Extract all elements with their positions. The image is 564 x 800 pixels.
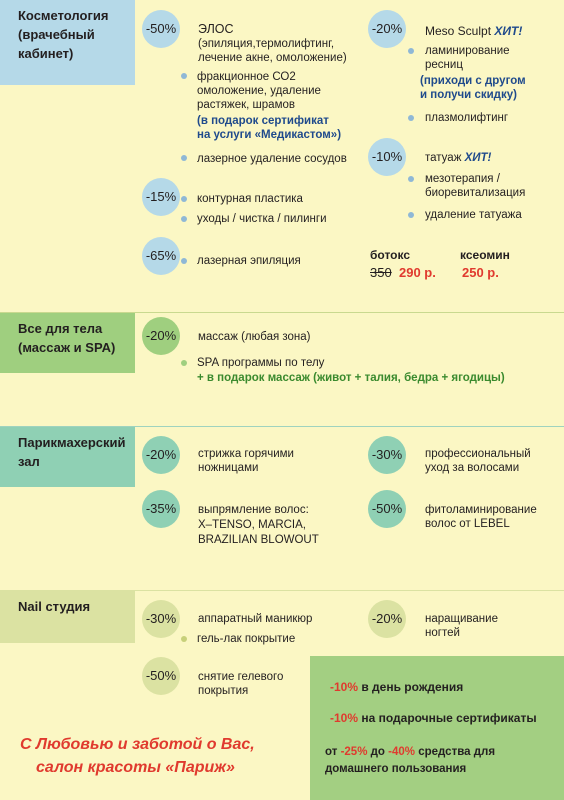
discount-badge: -20% [368,600,406,638]
service-lash: ламинирование [425,45,510,57]
service-detail: биоревитализация [425,187,526,199]
service-detail: покрытия [198,685,249,697]
discount-badge: -20% [142,317,180,355]
section-hair-title: Парикмахерский зал [0,427,135,487]
service-tattoo-remove: удаление татуажа [425,209,522,221]
bullet-icon [181,196,187,202]
promo-box [310,656,564,800]
friend-note: и получи скидку) [420,89,517,101]
service-detail: ресниц [425,59,463,71]
service-detail: омоложение, удаление [197,85,321,97]
discount-badge: -50% [368,490,406,528]
promo-home-care: от -25% до -40% средства для [325,746,496,758]
service-straight: выпрямление волос: [198,504,309,516]
bullet-icon [181,258,187,264]
service-cut: стрижка горячими [198,448,294,460]
service-care: уходы / чистка / пилинги [197,213,327,225]
discount-badge: -65% [142,237,180,275]
service-spa: SPA программы по телу [197,357,325,369]
discount-badge: -10% [368,138,406,176]
service-hair-care: профессиональный [425,448,531,460]
service-detail: ногтей [425,627,460,639]
discount-badge: -35% [142,490,180,528]
service-co2: фракционное СО2 [197,71,296,83]
service-detail: лечение акне, омоложение) [198,52,347,64]
promo-home-care: домашнего пользования [325,763,467,775]
discount-badge: -30% [368,436,406,474]
signature: салон красоты «Париж» [36,759,235,776]
section-nail-title: Nail студия [0,591,135,643]
botox-new-price: 290 р. [399,265,436,280]
discount-badge: -50% [142,10,180,48]
gift-note: на услуги «Медикастом») [197,129,342,141]
promo-certificates: -10% на подарочные сертификаты [330,711,537,725]
spa-gift: + в подарок массаж (живот + талия, бедра + ягодицы) [197,372,505,384]
discount-badge: -20% [142,436,180,474]
friend-note: (приходи с другом [420,75,526,87]
bullet-icon [408,212,414,218]
service-detail: волос от LEBEL [425,518,510,530]
discount-badge: -20% [368,10,406,48]
bullet-icon [181,216,187,222]
service-contour: контурная пластика [197,193,303,205]
discount-badge: -50% [142,657,180,695]
botox-old-price: 350 [370,265,392,280]
service-manicure: аппаратный маникюр [198,613,313,625]
service-nail-ext: наращивание [425,613,498,625]
service-gel-remove: снятие гелевого [198,671,284,683]
service-detail: ножницами [198,462,259,474]
service-detail: растяжек, шрамов [197,99,295,111]
service-meso-sculpt: Meso Sculpt ХИТ! [425,24,523,38]
service-elos: ЭЛОС [198,22,234,36]
service-gel: гель-лак покрытие [197,633,296,645]
bullet-icon [181,73,187,79]
service-detail: (эпиляция,термолифтинг, [198,38,335,50]
bullet-icon [181,360,187,366]
service-laser-epil: лазерная эпиляция [197,255,301,267]
service-tattoo: татуаж ХИТ! [425,152,492,164]
signature: С Любовью и заботой о Вас, [20,736,255,753]
service-detail: уход за волосами [425,462,520,474]
bullet-icon [408,176,414,182]
section-body-title: Все для тела (массаж и SPA) [0,313,135,373]
service-detail: BRAZILIAN BLOWOUT [198,534,319,546]
xeomin-price: 250 р. [462,265,499,280]
discount-badge: -30% [142,600,180,638]
service-meso: мезотерапия / [425,173,500,185]
bullet-icon [408,115,414,121]
section-cosmetology-title: Косметология (врачебный кабинет) [0,0,135,85]
bullet-icon [408,48,414,54]
botox-label: ботокс [370,248,411,262]
service-lamination: фитоламинирование [425,504,537,516]
bullet-icon [181,636,187,642]
service-massage: массаж (любая зона) [198,331,311,343]
promo-birthday: -10% в день рождения [330,680,464,694]
service-plasmo: плазмолифтинг [425,112,509,124]
gift-note: (в подарок сертификат [197,115,329,127]
bullet-icon [181,155,187,161]
xeomin-label: ксеомин [460,248,510,262]
discount-badge: -15% [142,178,180,216]
service-laser-vessels: лазерное удаление сосудов [197,153,347,165]
service-detail: X–TENSO, MARCIA, [198,519,306,531]
